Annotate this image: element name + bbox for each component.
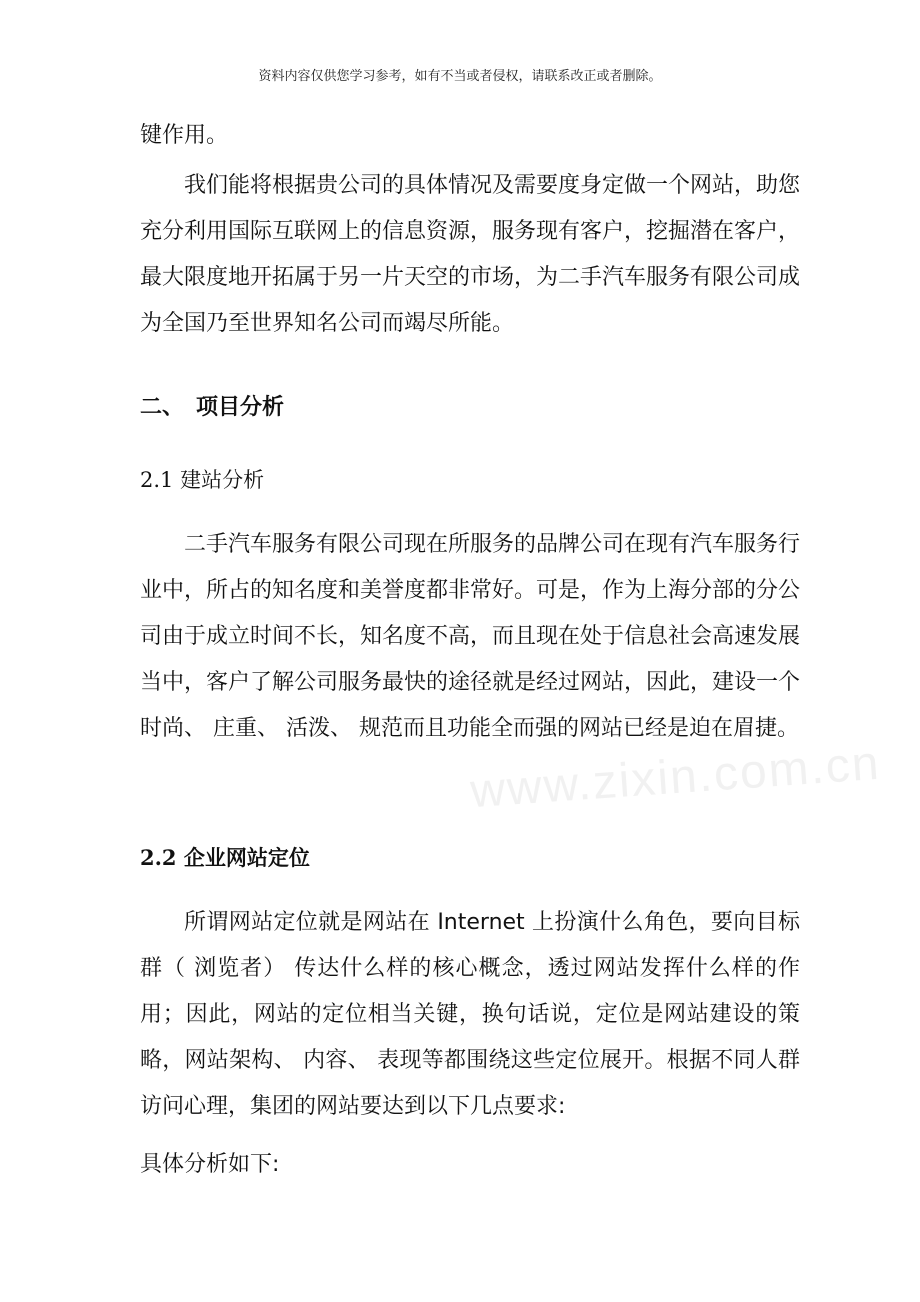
watermark: www.zixin.com.cn (468, 736, 883, 819)
subsection-title: 建站分析 (180, 468, 265, 492)
paragraph-site-analysis: 二手汽车服务有限公司现在所服务的品牌公司在现有汽车服务行业中，所占的知名度和美誉度都非常好。可是，作为上海分部的分公司由于成立时间不长，知名度不高，而且现在处于信息社会高速发展当中，客户了解公司服务最快的途径就是经过网站，因此，建设一个时尚、 庄重、 活泼、 规范而且功能全而强的网站已经是迫在眉捷。 (140, 532, 801, 741)
subsection-heading-positioning (140, 842, 310, 872)
section-heading-project-analysis (140, 390, 284, 421)
paragraph-analysis-intro: 具体分析如下: (140, 1152, 280, 1177)
subsection-number: 2.1 (140, 468, 174, 492)
document-header-note: 资料内容仅供您学习参考，如有不当或者侵权，请联系改正或者删除。 (258, 69, 662, 84)
section-number: 二、 (140, 395, 185, 420)
subsection-title: 企业网站定位 (183, 846, 310, 870)
subsection-heading-site-analysis (140, 464, 264, 494)
paragraph-intro: 我们能将根据贵公司的具体情况及需要度身定做一个网站，助您充分利用国际互联网上的信息资源，服务现有客户，挖掘潜在客户，最大限度地开拓属于另一片天空的市场，为二手汽车服务有限公司成为全国乃至世界知名公司而竭尽所能。 (140, 173, 801, 336)
section-title: 项目分析 (196, 395, 285, 420)
subsection-number: 2.2 (140, 845, 177, 870)
paragraph-continuation: 键作用。 (140, 123, 229, 148)
paragraph-positioning: 所谓网站定位就是网站在 Internet 上扮演什么角色，要向目标群（ 浏览者） 传达什么样的核心概念，透过网站发挥什么样的作用；因此，网站的定位相当关键，换句话说，定位是网站建设的策略，网站架构、 内容、 表现等都围绕这些定位展开。根据不同人群访问心理，集团的网站要达到以下几点要求: (140, 910, 800, 1119)
